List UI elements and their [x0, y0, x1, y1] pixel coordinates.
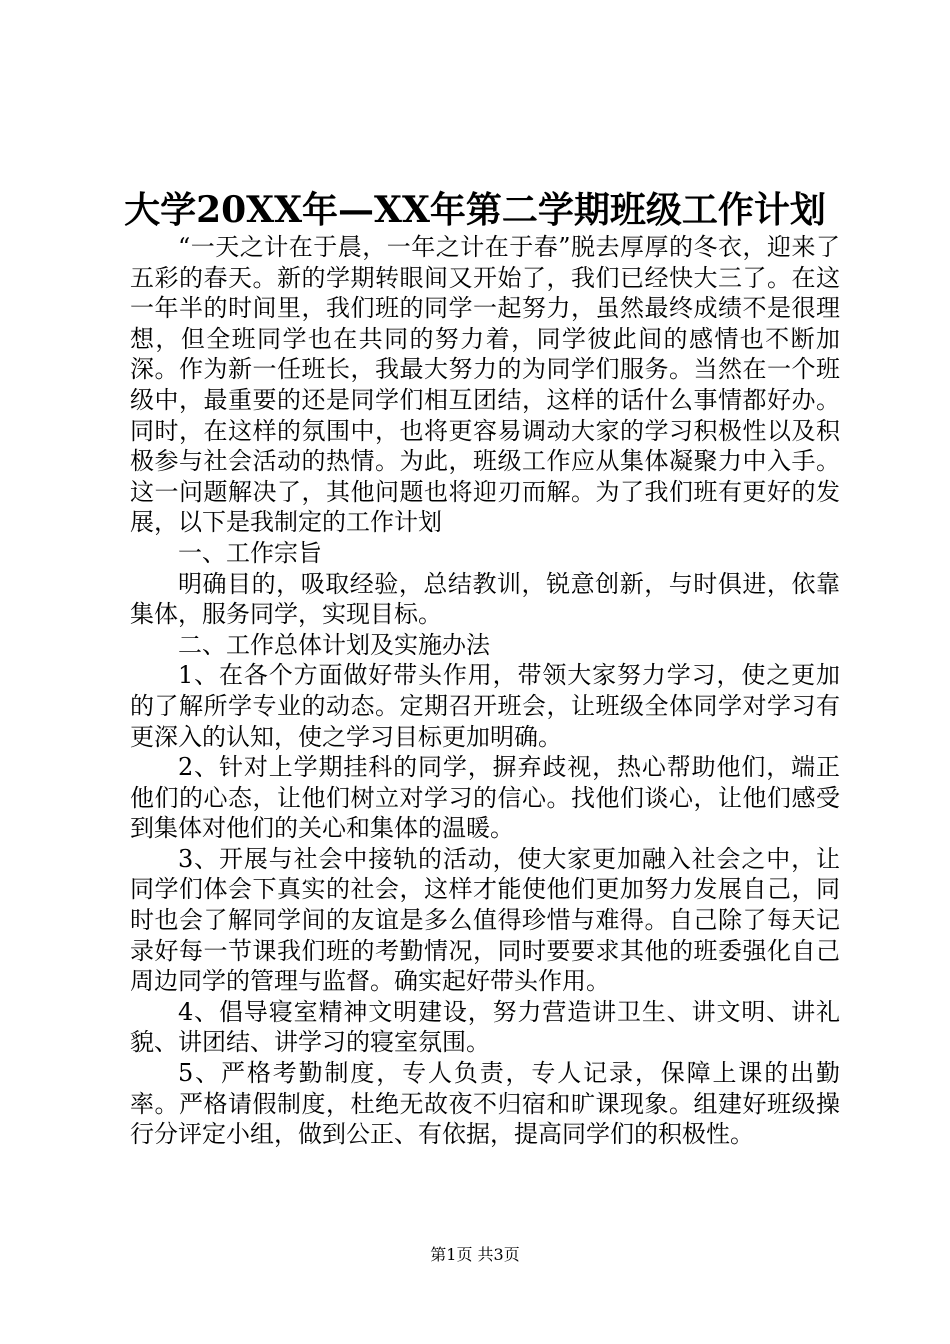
page-title: 大学20XX年—XX年第二学期班级工作计划 — [124, 189, 826, 231]
paragraph-item-4: 4、倡导寝室精神文明建设，努力营造讲卫生、讲文明、讲礼貌、讲团结、讲学习的寝室氛围。 — [130, 997, 840, 1057]
paragraph-item-1: 1、在各个方面做好带头作用，带领大家努力学习，使之更加的了解所学专业的动态。定期召开班会，让班级全体同学对学习有更深入的认知，使之学习目标更加明确。 — [130, 661, 840, 751]
section-heading-plan: 二、工作总体计划及实施办法 — [178, 630, 490, 659]
paragraph-item-3: 3、开展与社会中接轨的活动，使大家更加融入社会之中，让同学们体会下真实的社会，这样才能使他们更加努力发展自己，同时也会了解同学间的友谊是多么值得珍惜与难得。自己除了每天记录好每一节课我们班的考勤情况，同时要要求其他的班委强化自己周边同学的管理与监督。确实起好带头作用。 — [130, 844, 840, 996]
paragraph-intro: “一天之计在于晨，一年之计在于春”脱去厚厚的冬衣，迎来了五彩的春天。新的学期转眼间又开始了，我们已经快大三了。在这一年半的时间里，我们班的同学一起努力，虽然最终成绩不是很理想，但全班同学也在共同的努力着，同学彼此间的感情也不断加深。作为新一任班长，我最大努力的为同学们服务。当然在一个班级中，最重要的还是同学们相互团结，这样的话什么事情都好办。同时，在这样的氛围中，也将更容易调动大家的学习积极性以及积极参与社会活动的热情。为此，班级工作应从集体凝聚力中入手。这一问题解决了，其他问题也将迎刃而解。为了我们班有更好的发展，以下是我制定的工作计划 — [130, 233, 840, 537]
paragraph-purpose: 明确目的，吸取经验，总结教训，锐意创新，与时俱进，依靠集体，服务同学，实现目标。 — [130, 569, 840, 629]
paragraph-item-2: 2、针对上学期挂科的同学，摒弃歧视，热心帮助他们，端正他们的心态，让他们树立对学习的信心。找他们谈心，让他们感受到集体对他们的关心和集体的温暖。 — [130, 753, 840, 843]
section-heading-purpose: 一、工作宗旨 — [178, 538, 322, 567]
document-body — [130, 232, 840, 1150]
page-footer: 第1页 共3页 — [430, 1245, 520, 1264]
paragraph-item-5: 5、严格考勤制度，专人负责，专人记录，保障上课的出勤率。严格请假制度，杜绝无故夜不归宿和旷课现象。组建好班级操行分评定小组，做到公正、有依据，提高同学们的积极性。 — [130, 1059, 840, 1149]
